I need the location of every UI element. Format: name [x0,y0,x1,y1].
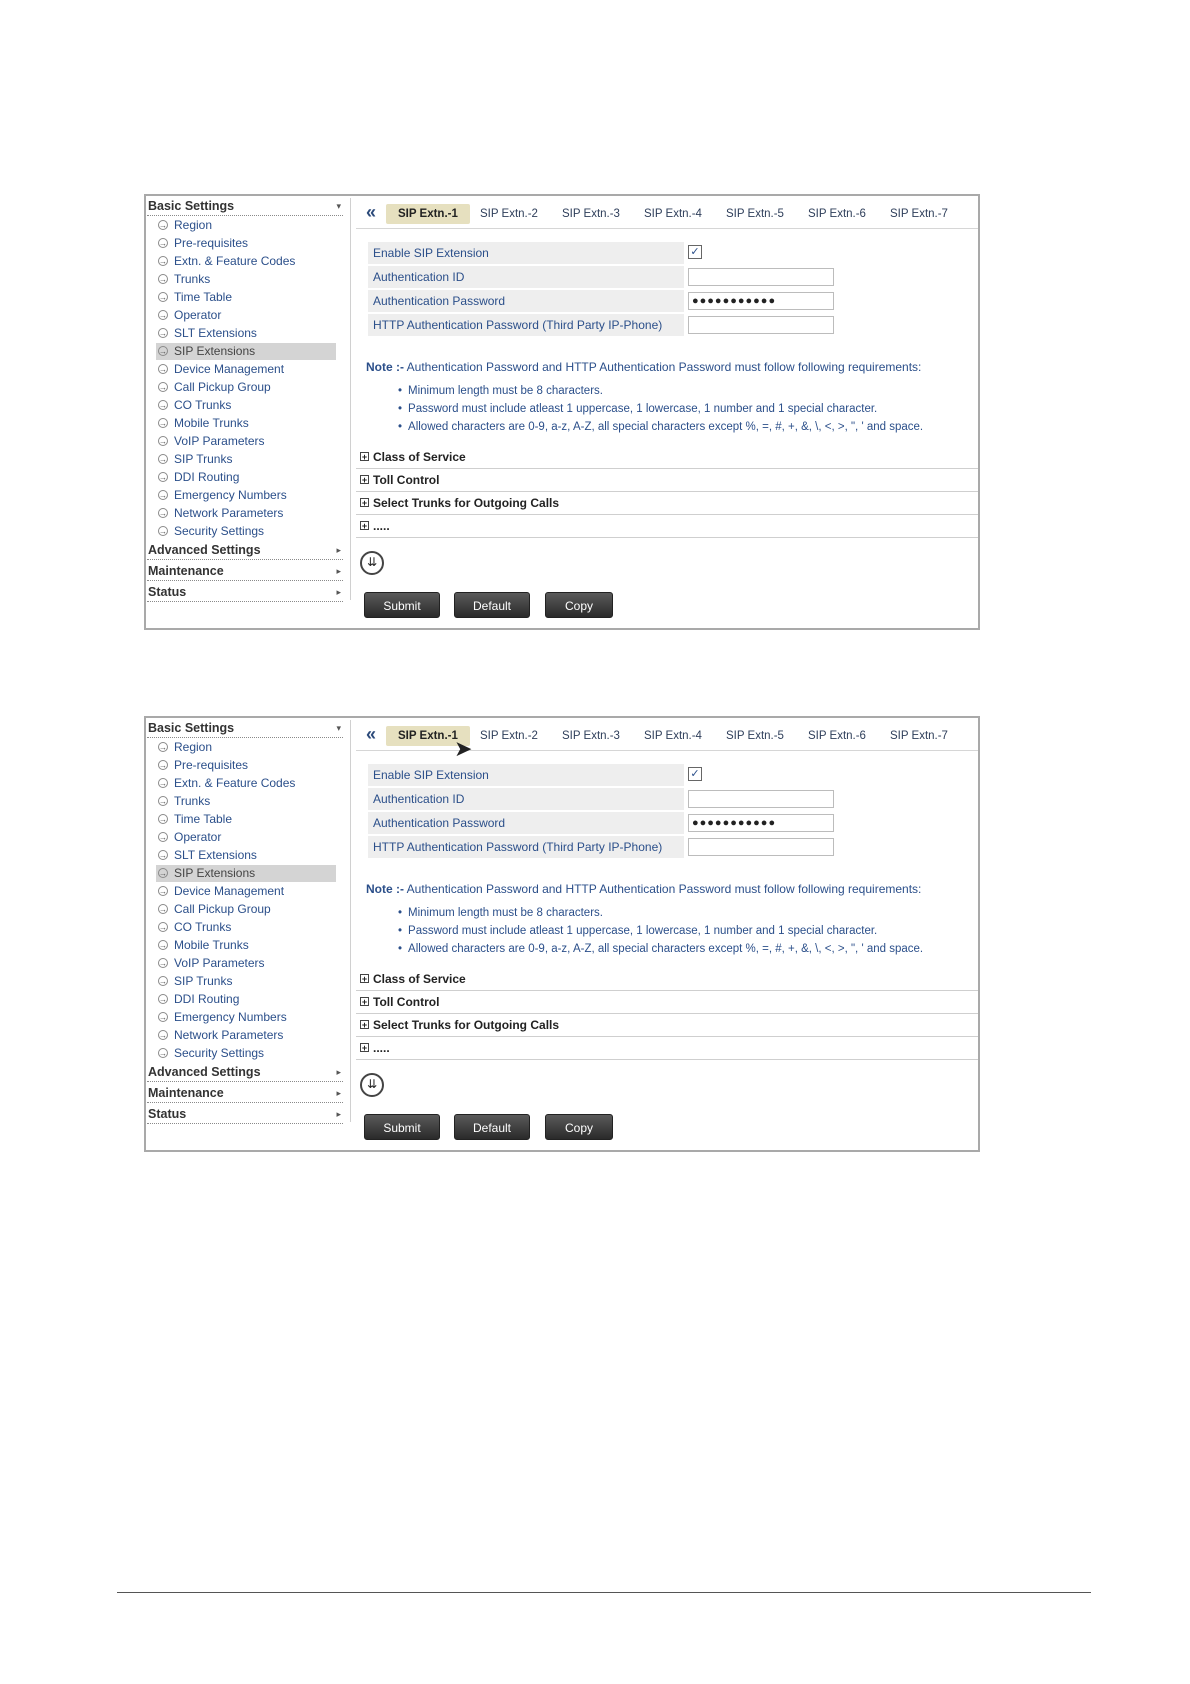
arrow-circle-icon: → [159,239,167,248]
sidebar-item-label: Extn. & Feature Codes [174,776,296,790]
note-bullet: • Minimum length must be 8 characters. [398,907,603,919]
sidebar-item-region[interactable] [156,739,336,756]
arrow-circle-icon: → [159,1013,167,1022]
sidebar-item-label: Extn. & Feature Codes [174,254,296,268]
password-note [366,882,986,896]
note-bullet: • Minimum length must be 8 characters. [398,385,603,397]
section-label: Status [148,1107,187,1121]
sidebar-item-emergency-numbers[interactable] [156,1009,336,1026]
tab-bar [356,722,978,751]
section-title: Toll Control [373,473,440,487]
submit-button[interactable]: Submit [364,592,440,618]
sidebar-item-label: SLT Extensions [174,326,257,340]
row-auth-id [368,788,838,810]
expand-all-icon[interactable]: ⇊ [360,1073,384,1097]
row-auth-password [368,812,838,834]
section-maintenance[interactable] [147,1085,343,1103]
arrow-circle-icon: → [159,509,167,518]
section-class-of-service[interactable] [356,446,978,469]
sidebar-item-call-pickup-group[interactable] [156,901,336,918]
row-enable-sip [368,764,838,786]
arrow-circle-icon: → [159,257,167,266]
sidebar-item-label: Emergency Numbers [174,1010,287,1024]
screenshot-1 [144,194,980,630]
tab-sip-extn-1[interactable]: SIP Extn.-1 [386,204,470,224]
sidebar-item-label: SIP Trunks [174,974,233,988]
sidebar-item-emergency-numbers[interactable] [156,487,336,504]
arrow-circle-icon: → [159,815,167,824]
sidebar-item-prerequisites[interactable] [156,235,336,252]
sidebar-item-co-trunks[interactable] [156,919,336,936]
arrow-circle-icon: → [159,329,167,338]
sidebar-item-call-pickup-group[interactable] [156,379,336,396]
sidebar-item-slt-extensions[interactable] [156,325,336,342]
submit-button[interactable]: Submit [364,1114,440,1140]
sidebar-item-sip-extensions[interactable] [156,865,336,882]
sidebar-item-sip-extensions[interactable] [156,343,336,360]
expand-plus-icon: + [361,521,368,531]
section-title: Class of Service [373,450,466,464]
sidebar [146,196,348,628]
chevron-right-icon: ▸ [336,587,341,597]
sidebar-item-extn-feature-codes[interactable] [156,775,336,792]
chevron-down-icon: ▾ [336,201,341,211]
note-text: Authentication Password and HTTP Authentication Password must follow following requirements: [406,882,922,896]
arrow-circle-icon: → [159,743,167,752]
arrow-circle-icon: → [159,923,167,932]
row-auth-id [368,266,838,288]
sidebar-divider [350,198,351,600]
arrow-circle-icon: → [159,365,167,374]
sidebar-item-label: Security Settings [174,524,265,538]
arrow-circle-icon: → [159,905,167,914]
chevron-right-icon: ▸ [336,1109,341,1119]
note-text: Authentication Password and HTTP Authentication Password must follow following requirements: [406,360,922,374]
tab-sip-extn-3[interactable]: SIP Extn.-3 [562,208,620,220]
note-bullet: • Allowed characters are 0-9, a-z, A-Z, all special characters except %, =, #, +, &, \, <, >, ", ' and space. [398,943,923,955]
default-button[interactable]: Default [454,1114,530,1140]
arrow-circle-icon: → [159,275,167,284]
arrow-circle-icon: → [159,977,167,986]
expand-plus-icon: + [361,452,368,462]
section-advanced-settings[interactable] [147,1064,343,1082]
arrow-circle-icon: → [159,995,167,1004]
section-label: Maintenance [148,1086,224,1100]
auth-id-label: Authentication ID [368,788,684,810]
sidebar-item-voip-parameters[interactable] [156,433,336,450]
section-more[interactable] [356,515,978,538]
sidebar-item-mobile-trunks[interactable] [156,937,336,954]
section-more[interactable] [356,1037,978,1060]
sidebar-item-label: Region [174,218,213,232]
arrow-circle-icon: → [159,221,167,230]
section-toll-control[interactable] [356,469,978,492]
arrow-circle-icon: → [159,869,167,878]
section-title: Class of Service [373,972,466,986]
sidebar-item-label: Network Parameters [174,506,284,520]
section-label: Advanced Settings [148,543,261,557]
sidebar-item-ddi-routing[interactable] [156,469,336,486]
section-select-trunks[interactable] [356,492,978,515]
sidebar-item-label: Mobile Trunks [174,416,249,430]
sidebar-item-label: VoIP Parameters [174,434,265,448]
double-chevron-left-icon[interactable]: « [366,202,377,222]
sidebar-item-label: SLT Extensions [174,848,257,862]
section-status[interactable] [147,1106,343,1124]
sidebar-item-label: SIP Extensions [174,866,256,880]
sidebar-item-mobile-trunks[interactable] [156,415,336,432]
chevron-right-icon: ▸ [336,1088,341,1098]
tab-sip-extn-2[interactable]: SIP Extn.-2 [480,730,538,742]
sidebar-item-trunks[interactable] [156,271,336,288]
enable-sip-checkbox[interactable]: ✓ [688,245,702,259]
main-panel [356,718,978,1150]
arrow-circle-icon: → [159,779,167,788]
section-select-trunks[interactable] [356,1014,978,1037]
arrow-circle-icon: → [159,491,167,500]
arrow-circle-icon: → [159,455,167,464]
sidebar-item-region[interactable] [156,217,336,234]
sidebar-item-voip-parameters[interactable] [156,955,336,972]
copy-button[interactable]: Copy [545,592,613,618]
sidebar-item-label: Security Settings [174,1046,265,1060]
enable-sip-label: Enable SIP Extension [368,242,684,264]
copy-button[interactable]: Copy [545,1114,613,1140]
arrow-circle-icon: → [159,473,167,482]
sidebar-item-label: CO Trunks [174,920,232,934]
sidebar-item-label: Pre-requisites [174,758,249,772]
sidebar-item-label: VoIP Parameters [174,956,265,970]
sidebar-item-label: CO Trunks [174,398,232,412]
sidebar-item-security-settings[interactable] [156,1045,336,1062]
expand-plus-icon: + [361,997,368,1007]
sidebar-item-label: Pre-requisites [174,236,249,250]
sidebar [146,718,348,1150]
tab-sip-extn-2[interactable]: SIP Extn.-2 [480,208,538,220]
sidebar-item-label: Call Pickup Group [174,380,271,394]
tab-sip-extn-4[interactable]: SIP Extn.-4 [644,730,702,742]
http-password-label: HTTP Authentication Password (Third Party IP-Phone) [368,314,684,336]
section-label: Basic Settings [148,199,235,213]
sidebar-item-label: Time Table [174,290,233,304]
sidebar-item-label: Device Management [174,884,285,898]
main-panel [356,196,978,628]
sidebar-item-label: Operator [174,308,222,322]
http-password-input[interactable] [688,838,834,856]
auth-id-input[interactable] [688,790,834,808]
section-title: Select Trunks for Outgoing Calls [373,496,560,510]
auth-password-input[interactable]: ●●●●●●●●●●● [688,292,834,310]
sidebar-item-label: Device Management [174,362,285,376]
sidebar-item-label: SIP Trunks [174,452,233,466]
sidebar-item-label: Mobile Trunks [174,938,249,952]
tab-sip-extn-7[interactable]: SIP Extn.-7 [890,208,948,220]
sidebar-item-label: DDI Routing [174,992,240,1006]
note-bullet: • Password must include atleast 1 uppercase, 1 lowercase, 1 number and 1 special character. [398,403,877,415]
section-title: ..... [373,519,390,533]
section-label: Advanced Settings [148,1065,261,1079]
http-password-label: HTTP Authentication Password (Third Party IP-Phone) [368,836,684,858]
arrow-circle-icon: → [159,437,167,446]
chevron-right-icon: ▸ [336,1067,341,1077]
sidebar-item-label: Network Parameters [174,1028,284,1042]
sidebar-divider [350,720,351,1122]
row-auth-password [368,290,838,312]
arrow-circle-icon: → [159,887,167,896]
arrow-circle-icon: → [159,761,167,770]
tab-sip-extn-7[interactable]: SIP Extn.-7 [890,730,948,742]
chevron-down-icon: ▾ [336,723,341,733]
note-prefix: Note :- [366,882,404,896]
expand-plus-icon: + [361,1043,368,1053]
sidebar-item-device-management[interactable] [156,883,336,900]
section-title: ..... [373,1041,390,1055]
sidebar-item-extn-feature-codes[interactable] [156,253,336,270]
auth-password-label: Authentication Password [368,812,684,834]
section-advanced-settings[interactable] [147,542,343,560]
arrow-circle-icon: → [159,1031,167,1040]
expand-all-icon[interactable]: ⇊ [360,551,384,575]
sidebar-item-label: Trunks [174,272,211,286]
section-status[interactable] [147,584,343,602]
sidebar-item-sip-trunks[interactable] [156,451,336,468]
sidebar-item-label: Emergency Numbers [174,488,287,502]
expand-plus-icon: + [361,974,368,984]
arrow-circle-icon: → [159,797,167,806]
chevron-right-icon: ▸ [336,566,341,576]
tab-sip-extn-5[interactable]: SIP Extn.-5 [726,208,784,220]
section-maintenance[interactable] [147,563,343,581]
tab-sip-extn-5[interactable]: SIP Extn.-5 [726,730,784,742]
arrow-circle-icon: → [159,311,167,320]
sidebar-item-prerequisites[interactable] [156,757,336,774]
tab-sip-extn-1[interactable]: SIP Extn.-1 [386,726,470,746]
expand-plus-icon: + [361,475,368,485]
section-label: Basic Settings [148,721,235,735]
section-basic-settings[interactable] [147,198,343,216]
sidebar-item-label: Time Table [174,812,233,826]
note-prefix: Note :- [366,360,404,374]
arrow-circle-icon: → [159,851,167,860]
sidebar-item-label: Region [174,740,213,754]
tab-bar [356,200,978,229]
arrow-circle-icon: → [159,527,167,536]
sidebar-item-trunks[interactable] [156,793,336,810]
double-chevron-left-icon[interactable]: « [366,724,377,744]
row-http-password [368,314,838,336]
sidebar-item-label: Call Pickup Group [174,902,271,916]
sidebar-item-ddi-routing[interactable] [156,991,336,1008]
enable-sip-label: Enable SIP Extension [368,764,684,786]
sidebar-item-label: DDI Routing [174,470,240,484]
section-class-of-service[interactable] [356,968,978,991]
default-button[interactable]: Default [454,592,530,618]
arrow-circle-icon: → [159,293,167,302]
row-http-password [368,836,838,858]
section-toll-control[interactable] [356,991,978,1014]
password-note [366,360,986,374]
sidebar-item-time-table[interactable] [156,811,336,828]
mouse-cursor-icon: ➤ [454,736,473,761]
expand-plus-icon: + [361,498,368,508]
sidebar-item-time-table[interactable] [156,289,336,306]
arrow-circle-icon: → [159,383,167,392]
tab-sip-extn-3[interactable]: SIP Extn.-3 [562,730,620,742]
sidebar-item-network-parameters[interactable] [156,1027,336,1044]
sidebar-item-operator[interactable] [156,829,336,846]
arrow-circle-icon: → [159,1049,167,1058]
tab-sip-extn-6[interactable]: SIP Extn.-6 [808,208,866,220]
auth-id-input[interactable] [688,268,834,286]
sidebar-item-security-settings[interactable] [156,523,336,540]
section-label: Maintenance [148,564,224,578]
row-enable-sip [368,242,838,264]
arrow-circle-icon: → [159,401,167,410]
tab-sip-extn-4[interactable]: SIP Extn.-4 [644,208,702,220]
section-label: Status [148,585,187,599]
sidebar-item-co-trunks[interactable] [156,397,336,414]
sidebar-item-label: SIP Extensions [174,344,256,358]
arrow-circle-icon: → [159,941,167,950]
sidebar-item-device-management[interactable] [156,361,336,378]
arrow-circle-icon: → [159,419,167,428]
http-password-input[interactable] [688,316,834,334]
expand-plus-icon: + [361,1020,368,1030]
auth-password-input[interactable]: ●●●●●●●●●●● [688,814,834,832]
note-bullet: • Password must include atleast 1 uppercase, 1 lowercase, 1 number and 1 special character. [398,925,877,937]
arrow-circle-icon: → [159,959,167,968]
sidebar-item-network-parameters[interactable] [156,505,336,522]
screenshot-2 [144,716,980,1152]
note-bullet: • Allowed characters are 0-9, a-z, A-Z, all special characters except %, =, #, +, &, \, <, >, ", ' and space. [398,421,923,433]
sidebar-item-operator[interactable] [156,307,336,324]
chevron-right-icon: ▸ [336,545,341,555]
sidebar-item-sip-trunks[interactable] [156,973,336,990]
arrow-circle-icon: → [159,347,167,356]
sidebar-item-slt-extensions[interactable] [156,847,336,864]
section-title: Select Trunks for Outgoing Calls [373,1018,560,1032]
sidebar-item-label: Operator [174,830,222,844]
auth-password-label: Authentication Password [368,290,684,312]
section-basic-settings[interactable] [147,720,343,738]
auth-id-label: Authentication ID [368,266,684,288]
page-footer-rule [117,1592,1091,1593]
enable-sip-checkbox[interactable]: ✓ [688,767,702,781]
sidebar-item-label: Trunks [174,794,211,808]
section-title: Toll Control [373,995,440,1009]
arrow-circle-icon: → [159,833,167,842]
tab-sip-extn-6[interactable]: SIP Extn.-6 [808,730,866,742]
